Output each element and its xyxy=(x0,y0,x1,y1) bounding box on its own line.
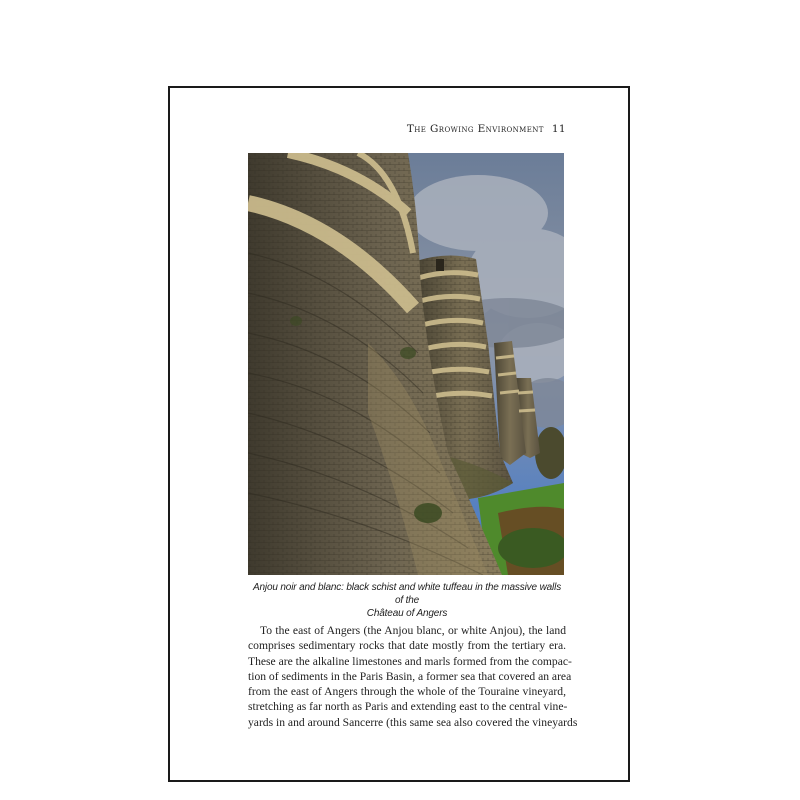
paragraph-line: tion of sediments in the Paris Basin, a former sea that covered an area xyxy=(248,669,572,683)
body-paragraph xyxy=(248,623,578,730)
page-number: 11 xyxy=(551,123,566,135)
running-head-title: The Growing Environment xyxy=(406,123,544,135)
figure-caption xyxy=(248,581,566,620)
castle-photo xyxy=(248,153,564,575)
paragraph-line: from the east of Angers through the whole of the Touraine vineyard, xyxy=(248,685,566,699)
running-head xyxy=(248,123,566,135)
paragraph-line: yards in and around Sancerre (this same sea also covered the vineyards xyxy=(248,715,578,729)
paragraph-line: These are the alkaline limestones and marls formed from the compac- xyxy=(248,654,572,668)
paragraph-line: stretching as far north as Paris and extending east to the central vine- xyxy=(248,700,568,714)
paragraph-line: comprises sedimentary rocks that date mostly from the tertiary era. xyxy=(248,639,566,653)
caption-line-1: Anjou noir and blanc: black schist and white tuffeau in the massive walls of the xyxy=(252,582,562,606)
paragraph-line: To the east of Angers (the Anjou blanc, or white Anjou), the land xyxy=(260,624,566,637)
caption-line-2: Château of Angers xyxy=(366,608,448,619)
